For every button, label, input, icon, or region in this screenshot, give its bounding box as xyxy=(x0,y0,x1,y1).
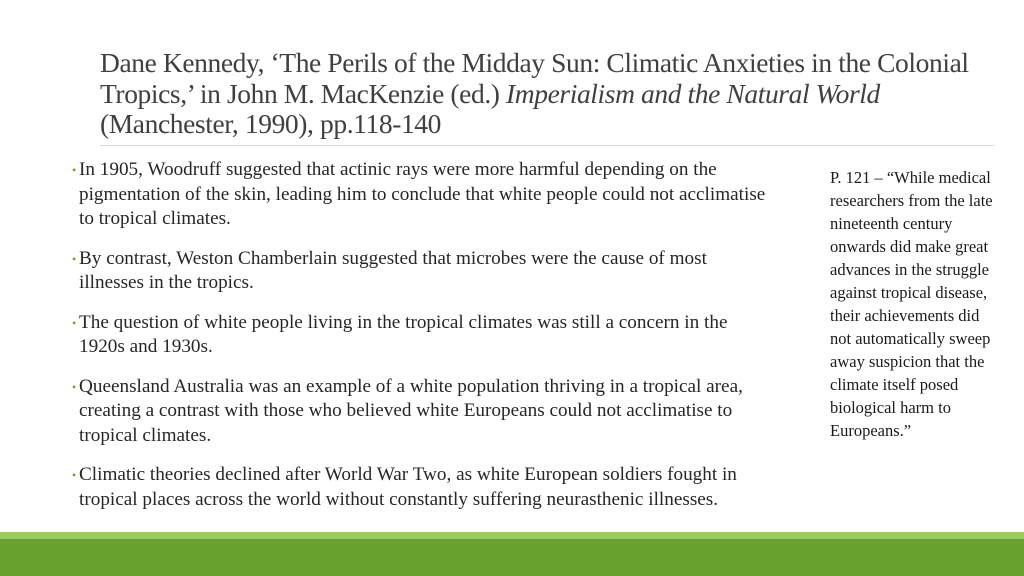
bullet-text: By contrast, Weston Chamberlain suggested that microbes were the cause of most illnesses in the tropics. xyxy=(79,247,707,293)
slide-title xyxy=(100,48,980,140)
bullet-icon: • xyxy=(72,315,77,330)
bullet-icon: • xyxy=(72,251,77,266)
bullet-item xyxy=(70,158,770,232)
bullet-item xyxy=(70,311,770,360)
bullet-text: In 1905, Woodruff suggested that actinic rays were more harmful depending on the pigmentation of the skin, leading him to conclude that white people could not acclimatise to tropical climates. xyxy=(79,159,766,229)
bullet-icon: • xyxy=(72,163,77,177)
title-book-italic: Imperialism and the Natural World xyxy=(506,77,880,109)
bullet-item xyxy=(70,247,770,296)
title-divider xyxy=(100,145,994,146)
bullet-icon: • xyxy=(72,379,77,394)
side-quote: P. 121 – “While medical researchers from the late nineteenth century onwards did make great advances in the struggle against tropical disease, their achievements did not automatically sweep away suspicion that the climate itself posed biological harm to Europeans.” xyxy=(830,168,993,440)
title-text: Dane Kennedy, ‘The Perils of the Midday Sun: Climatic Anxieties in the Colonial Tropics,’ in John M. MacKenzie (ed.) xyxy=(100,47,969,109)
bullet-item xyxy=(70,463,770,512)
footer-accent-stripe xyxy=(0,532,1024,539)
bullet-icon: • xyxy=(72,468,77,482)
bullet-text: Climatic theories declined after World War Two, as white European soldiers fought in tropical places across the world without constantly suffering neurasthenic illnesses. xyxy=(79,464,737,510)
bullet-text: The question of white people living in the tropical climates was still a concern in the 1920s and 1930s. xyxy=(79,311,728,357)
title-publication-info: (Manchester, 1990), pp.118-140 xyxy=(100,108,442,139)
bullet-text: Queensland Australia was an example of a white population thriving in a tropical area, creating a contrast with those who believed white Europeans could not acclimatise to tropical climates. xyxy=(79,375,743,446)
bullet-item xyxy=(70,375,770,449)
footer-bar xyxy=(0,539,1024,576)
bullet-list xyxy=(70,158,770,527)
